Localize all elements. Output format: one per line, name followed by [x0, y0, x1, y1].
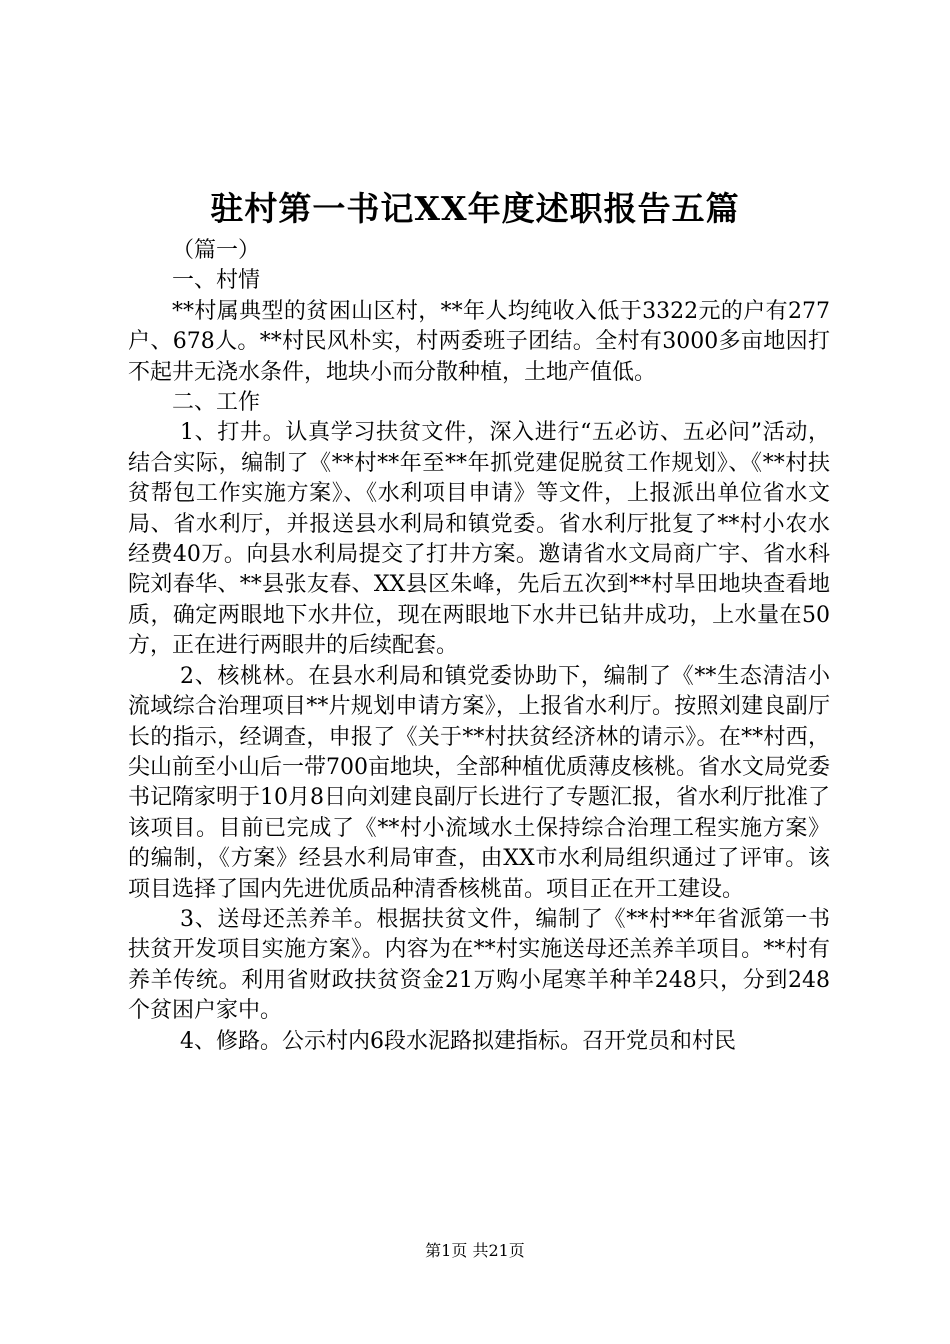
document-title: 驻村第一书记XX年度述职报告五篇	[210, 189, 740, 228]
paragraph-village-situation: **村属典型的贫困山区村，**年人均纯收入低于3322元的户有277户、678人。**村民风朴实，村两委班子团结。全村有3000多亩地因打不起井无浇水条件，地块小而分散种植，土地产值低。	[128, 298, 830, 385]
paragraph-sheep-raising: 3、送母还羔养羊。根据扶贫文件，编制了《**村**年省派第一书扶贫开发项目实施方案》。内容为在**村实施送母还羔养羊项目。**村有养羊传统。利用省财政扶贫资金21万购小尾寒羊种羊248只，分到248个贫困户家中。	[128, 906, 830, 1024]
heading-village-situation: 一、村情	[172, 268, 261, 294]
heading-work: 二、工作	[172, 390, 261, 416]
section-label: （篇一）	[172, 238, 261, 263]
paragraph-well-drilling: 1、打井。认真学习扶贫文件，深入进行“五必访、五必问”活动，结合实际，编制了《**村**年至**年抓党建促脱贫工作规划》、《**村扶贫帮包工作实施方案》、《水利项目申请》等文件，上报派出单位省水文局、省水利厅，并报送县水利局和镇党委。省水利厅批复了**村小农水经费40万。向县水利局提交了打井方案。邀请省水文局商广宇、省水科院刘春华、**县张友春、XX县区朱峰，先后五次到**村旱田地块查看地质，确定两眼地下水井位，现在两眼地下水井已钻井成功，上水量在50方，正在进行两眼井的后续配套。	[128, 420, 830, 659]
paragraph-road-building: 4、修路。公示村内6段水泥路拟建指标。召开党员和村民	[180, 1028, 736, 1054]
document-body	[128, 236, 830, 1057]
page-footer: 第1页 共21页	[425, 1241, 525, 1260]
paragraph-walnut-forest: 2、核桃林。在县水利局和镇党委协助下，编制了《**生态清洁小流域综合治理项目**片规划申请方案》，上报省水利厅。按照刘建良副厅长的指示，经调查，申报了《关于**村扶贫经济林的请示》。在**村西，尖山前至小山后一带700亩地块，全部种植优质薄皮核桃。省水文局党委书记隋家明于10月8日向刘建良副厅长进行了专题汇报，省水利厅批准了该项目。目前已完成了《**村小流域水土保持综合治理工程实施方案》的编制，《方案》经县水利局审查，由XX市水利局组织通过了评审。该项目选择了国内先进优质品种清香核桃苗。项目正在开工建设。	[128, 663, 830, 902]
